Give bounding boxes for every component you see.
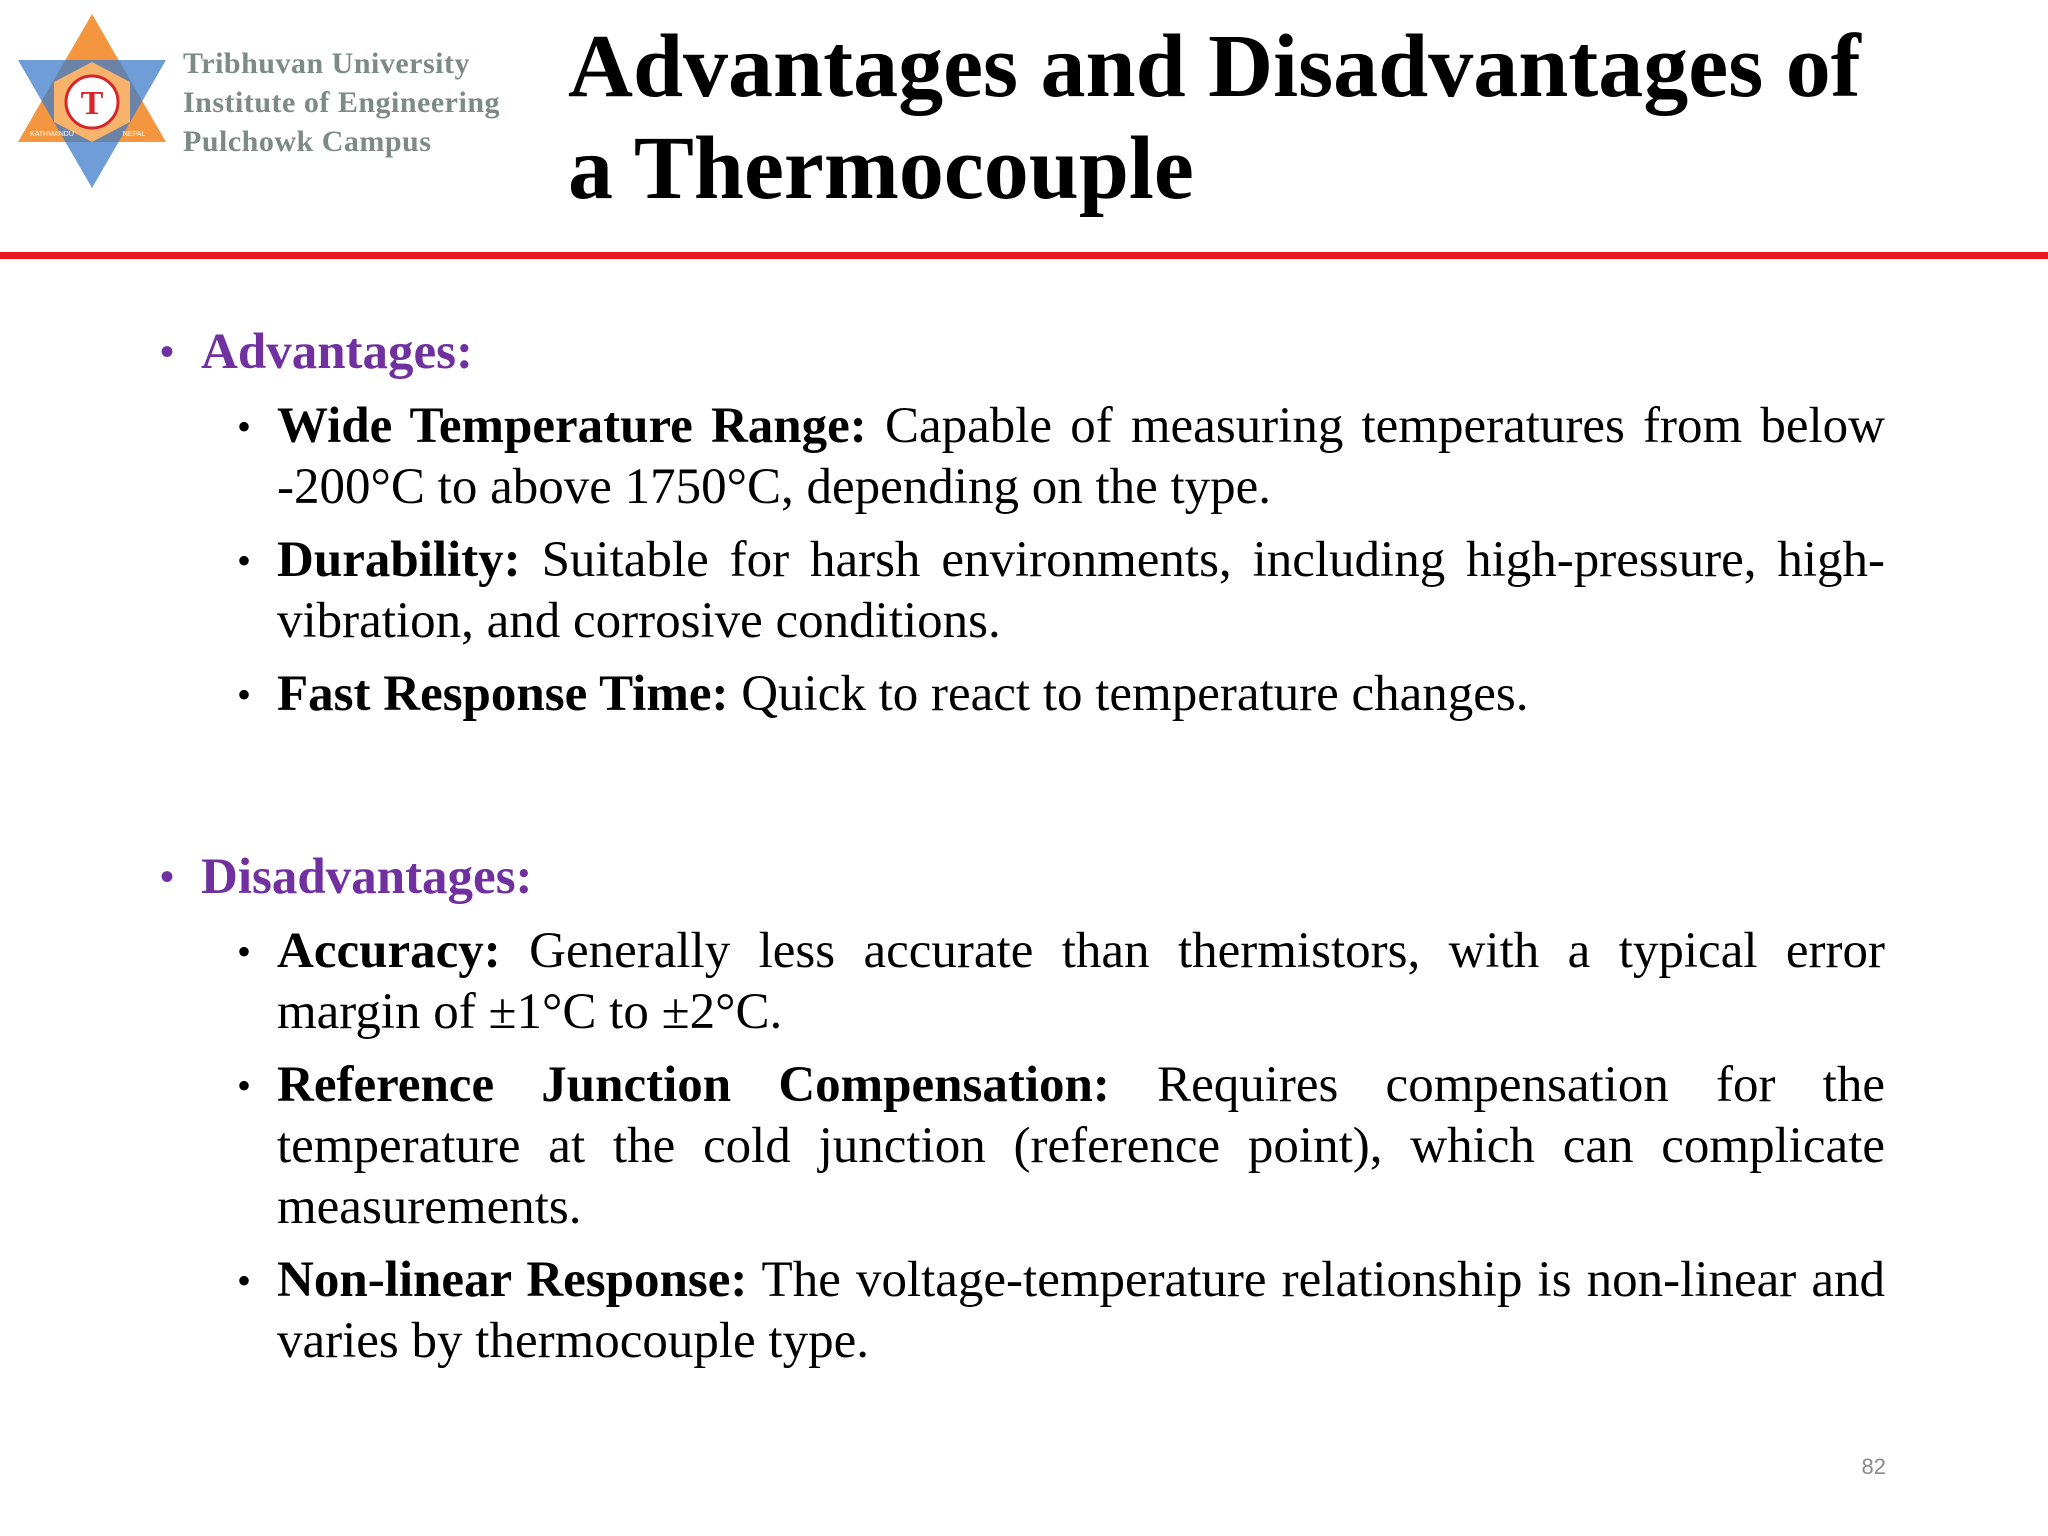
advantages-heading bbox=[160, 320, 1885, 384]
item-text: Quick to react to temperature changes. bbox=[728, 666, 1529, 722]
list-item bbox=[237, 530, 1885, 652]
bullet-icon: • bbox=[237, 404, 252, 449]
list-item bbox=[237, 921, 1885, 1043]
advantages-list bbox=[160, 396, 1885, 725]
slide-title bbox=[568, 16, 2008, 220]
logo-text-kathmandu: KATHMANDU bbox=[30, 131, 74, 138]
logo-text-nepal: NEPAL bbox=[122, 131, 146, 138]
institution-line: Pulchowk Campus bbox=[183, 125, 432, 158]
item-text: The voltage-temperature relationship is non-linear and varies by thermocouple type. bbox=[277, 1252, 1885, 1369]
bullet-icon: • bbox=[237, 1063, 252, 1108]
list-item bbox=[237, 1055, 1885, 1238]
header-divider bbox=[0, 252, 2048, 259]
disadvantages-list bbox=[160, 921, 1885, 1372]
bullet-icon: • bbox=[237, 672, 252, 717]
institution-line: Tribhuvan University bbox=[183, 47, 470, 80]
bullet-icon: • bbox=[160, 854, 175, 899]
item-term: Fast Response Time: bbox=[277, 666, 729, 722]
item-text: Requires compensation for the temperature at the cold junction (reference point), which can complicate measurements. bbox=[277, 1057, 1885, 1235]
section-heading-text: Advantages: bbox=[201, 324, 474, 380]
tribhuvan-university-star-emblem-icon bbox=[12, 10, 172, 192]
list-item bbox=[237, 664, 1885, 725]
bullet-icon: • bbox=[160, 329, 175, 374]
slide-header bbox=[0, 0, 2048, 254]
disadvantages-heading bbox=[160, 845, 1885, 909]
institution-line: Institute of Engineering bbox=[183, 86, 501, 119]
bullet-icon: • bbox=[237, 929, 252, 974]
item-term: Non-linear Response: bbox=[277, 1252, 748, 1308]
list-item bbox=[237, 396, 1885, 518]
slide-title-line-2: a Thermocouple bbox=[568, 119, 1194, 218]
institution-name bbox=[183, 44, 500, 161]
item-term: Wide Temperature Range: bbox=[277, 398, 867, 454]
item-text: Suitable for harsh environments, including high-pressure, high-vibration, and corrosive conditions. bbox=[277, 532, 1885, 649]
page-number: 82 bbox=[1861, 1454, 1886, 1479]
bullet-icon: • bbox=[237, 1258, 252, 1303]
list-item bbox=[237, 1250, 1885, 1372]
item-term: Durability: bbox=[277, 532, 521, 588]
section-heading-text: Disadvantages: bbox=[201, 849, 533, 905]
bullet-icon: • bbox=[237, 538, 252, 583]
item-term: Reference Junction Compensation: bbox=[277, 1057, 1110, 1113]
item-text: Generally less accurate than thermistors, with a typical error margin of ±1°C to ±2°C. bbox=[277, 923, 1885, 1040]
logo-letter: T bbox=[80, 85, 104, 122]
disadvantages-section bbox=[160, 845, 1885, 1372]
advantages-section bbox=[160, 320, 1885, 725]
item-term: Accuracy: bbox=[277, 923, 501, 979]
item-text: Capable of measuring temperatures from below -200°C to above 1750°C, depending on the type. bbox=[277, 398, 1885, 515]
slide-title-line-1: Advantages and Disadvantages of bbox=[568, 17, 1861, 116]
